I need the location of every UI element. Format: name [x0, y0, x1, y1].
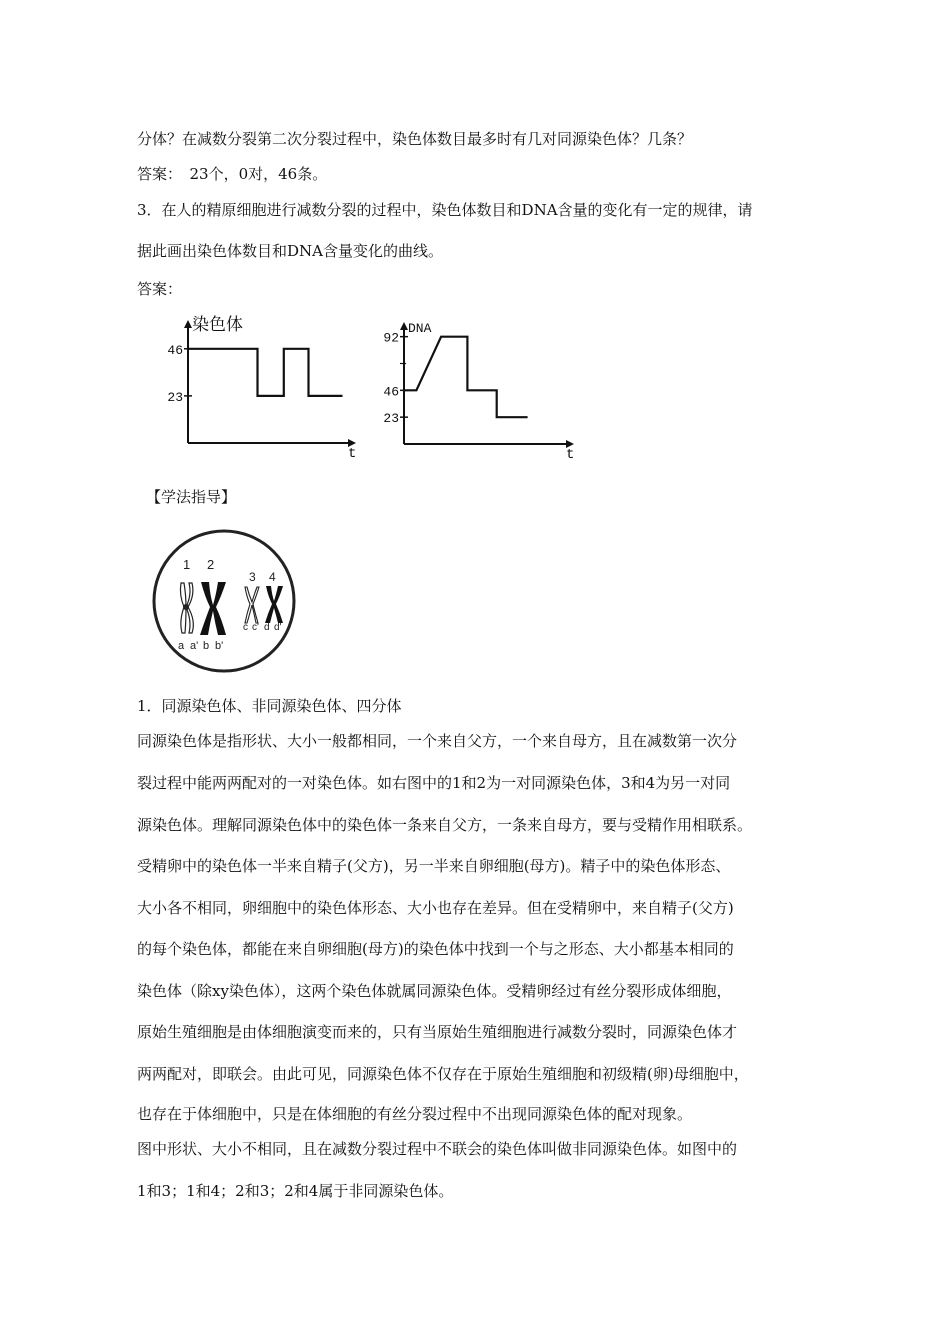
y-tick-label: 92 [383, 330, 399, 346]
chromatid-label: a [178, 640, 185, 652]
question-line: 据此画出染色体数目和DNA含量变化的曲线。 [137, 242, 443, 260]
series-line [188, 349, 343, 396]
y-tick-label: 46 [383, 384, 399, 400]
paragraph-line: 源染色体。理解同源染色体中的染色体一条来自父方，一条来自母方，要与受精作用相联系。 [137, 816, 753, 834]
paragraph-line: 也存在于体细胞中，只是在体细胞的有丝分裂过程中不出现同源染色体的配对现象。 [137, 1105, 693, 1123]
section-heading: 【学法指导】 [146, 488, 237, 506]
y-tick-label: 23 [167, 389, 183, 405]
x-axis-label: t [348, 446, 357, 462]
y-axis-arrow-icon [400, 322, 408, 330]
chromatid-label: b' [215, 640, 224, 652]
paragraph-line: 染色体（除xy染色体），这两个染色体就属同源染色体。受精卵经过有丝分裂形成体细胞， [137, 982, 732, 1000]
section-title: 1．同源染色体、非同源染色体、四分体 [137, 697, 402, 715]
chromosome-label-4: 4 [269, 570, 276, 584]
text-line: 分体？在减数分裂第二次分裂过程中，染色体数目最多时有几对同源染色体？几条？ [137, 130, 693, 148]
chromatid-label: d' [274, 622, 282, 633]
chromatid-label: c [243, 622, 248, 633]
series-line [404, 337, 528, 418]
chromatid-label: b [203, 640, 210, 652]
y-axis-label: 染色体 [192, 315, 243, 335]
chromosome-count-chart [158, 316, 370, 474]
x-axis-label: t [566, 447, 575, 463]
y-tick-label: 23 [383, 411, 399, 427]
answer-label: 答案： [137, 280, 183, 298]
chromosome-label-2: 2 [207, 557, 215, 572]
y-axis-arrow-icon [184, 320, 192, 328]
cell-chromosome-figure [148, 525, 300, 677]
chromosome-label-3: 3 [249, 570, 256, 584]
paragraph-line: 两两配对，即联会。由此可见，同源染色体不仅存在于原始生殖细胞和初级精(卵)母细胞中， [137, 1065, 749, 1083]
chromosome-label-1: 1 [183, 557, 191, 572]
paragraph-line: 原始生殖细胞是由体细胞演变而来的，只有当原始生殖细胞进行减数分裂时，同源染色体才 [137, 1023, 738, 1041]
paragraph-line: 1和3；1和4；2和3；2和4属于非同源染色体。 [137, 1182, 454, 1200]
paragraph-line: 同源染色体是指形状、大小一般都相同，一个来自父方，一个来自母方，且在减数第一次分 [137, 732, 738, 750]
paragraph-line: 图中形状、大小不相同，且在减数分裂过程中不联会的染色体叫做非同源染色体。如图中的 [137, 1140, 738, 1158]
question-line: 3．在人的精原细胞进行减数分裂的过程中，染色体数目和DNA含量的变化有一定的规律，请 [137, 201, 753, 219]
paragraph-line: 裂过程中能两两配对的一对染色体。如右图中的1和2为一对同源染色体，3和4为另一对同 [137, 774, 731, 792]
paragraph-line: 大小各不相同，卵细胞中的染色体形态、大小也存在差异。但在受精卵中，来自精子(父方) [137, 899, 734, 917]
paragraph-line: 受精卵中的染色体一半来自精子(父方)，另一半来自卵细胞(母方)。精子中的染色体形态、 [137, 857, 731, 875]
y-axis-label: DNA [408, 321, 432, 336]
answer-line: 答案： 23个，0对，46条。 [137, 165, 328, 183]
y-tick-label: 46 [167, 342, 183, 358]
paragraph-line: 的每个染色体，都能在来自卵细胞(母方)的染色体中找到一个与之形态、大小都基本相同的 [137, 940, 734, 958]
chromatid-label: a' [190, 640, 199, 652]
chromatid-label: c' [252, 622, 259, 633]
chromatid-label: d [264, 622, 270, 633]
dna-content-chart [374, 318, 586, 474]
